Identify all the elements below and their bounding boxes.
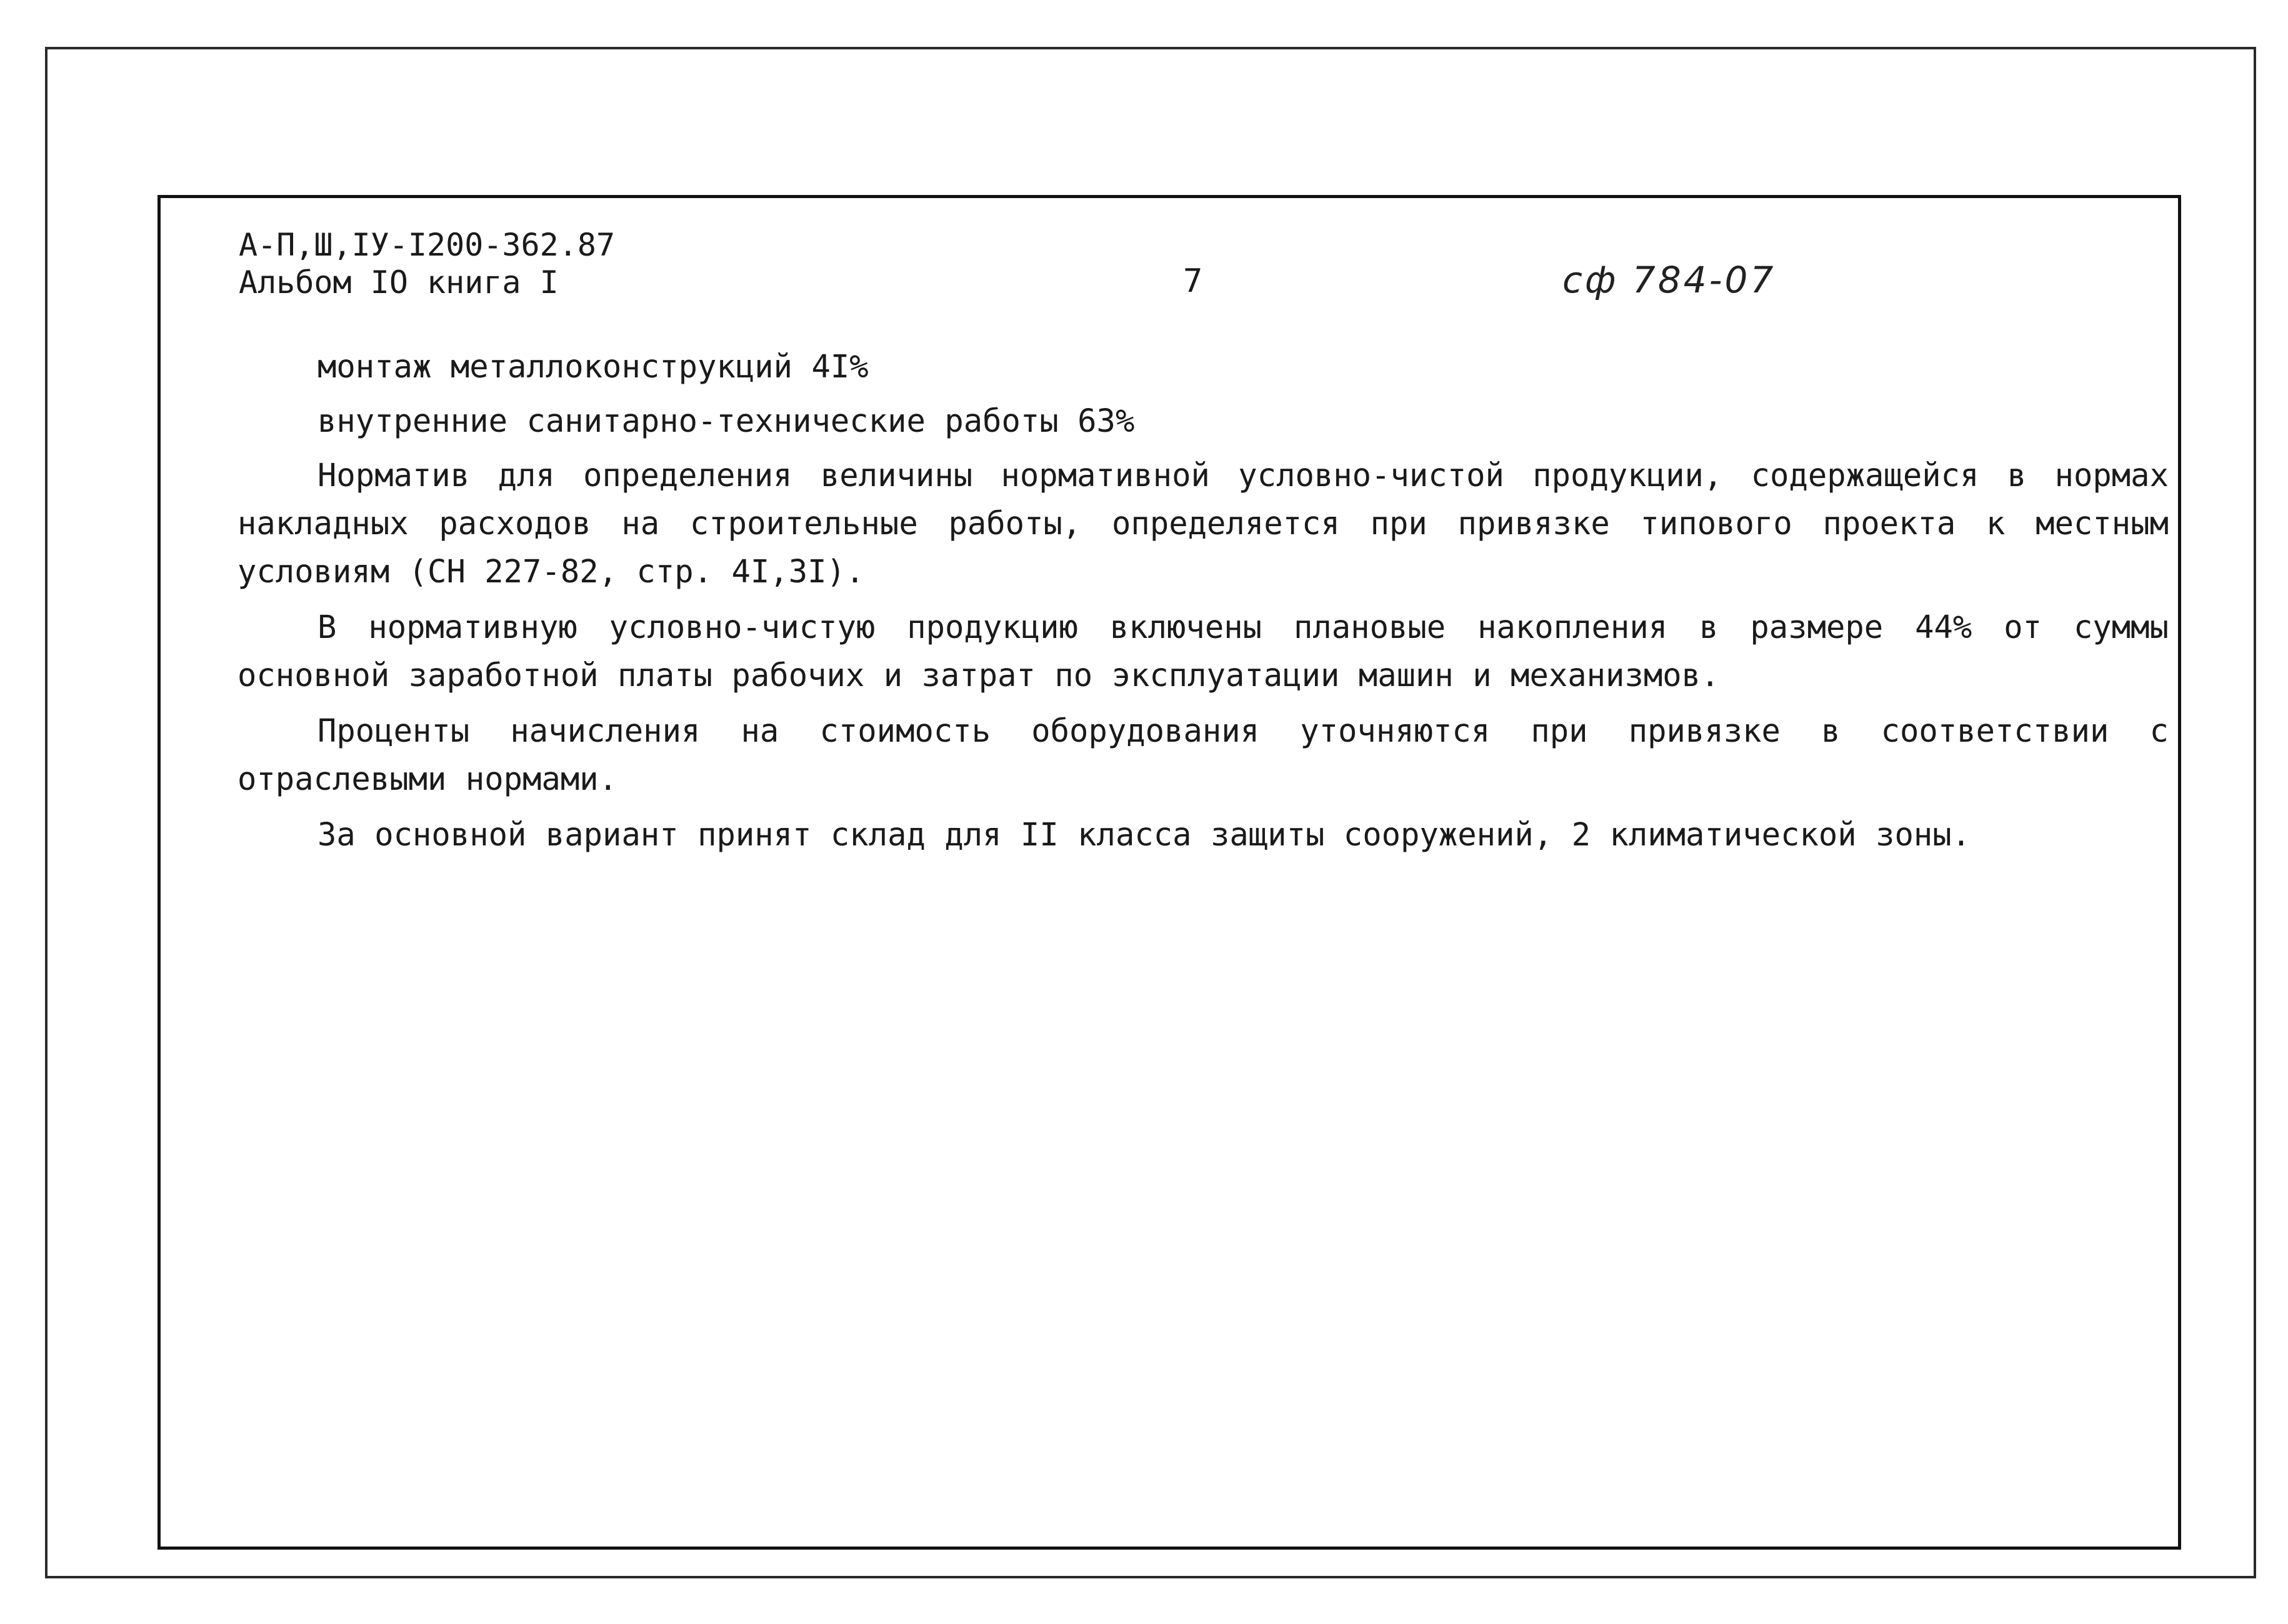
paragraph: В нормативную условно-чистую продукцию включены плановые накопления в размере 44% от суммы основной заработной платы рабочих и затрат по эксплуатации машин и механизмов. xyxy=(237,609,2169,694)
paragraph: Проценты начисления на стоимость оборудования уточняются при привязке в соответствии с отраслевыми нормами. xyxy=(237,712,2169,797)
page-number: 7 xyxy=(1183,262,1203,300)
document-designation xyxy=(239,226,615,301)
paragraph: Норматив для определения величины нормативной условно-чистой продукции, содержащейся в нормах накладных расходов на строительные работы, определяется при привязке типового проекта к местным условиям (СН 227-82, стр. 4I,3I). xyxy=(237,457,2169,590)
doc-code-line: А-П,Ш,IУ-I200-362.87 xyxy=(239,227,616,263)
paragraph: За основной вариант принят склад для II класса защиты сооружений, 2 климатической зоны. xyxy=(317,816,1971,853)
document-body xyxy=(237,342,2169,866)
list-item: монтаж металлоконструкций 4I% xyxy=(317,348,869,385)
list-item: внутренние санитарно-технические работы 63% xyxy=(317,402,1135,439)
handwritten-inventory-note: сф 784-07 xyxy=(1562,259,1776,301)
album-book-line: Альбом IO книга I xyxy=(239,264,559,301)
